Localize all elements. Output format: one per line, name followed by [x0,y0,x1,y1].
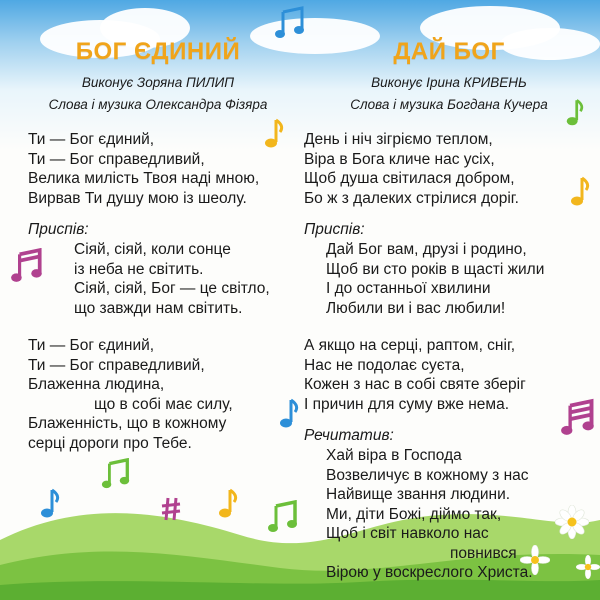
chorus-line: Сіяй, сіяй, коли сонце [74,241,231,258]
authors: Слова і музика Богдана Кучера [350,97,548,112]
song-right [304,38,594,583]
sharp-sign-icon [160,496,182,522]
recitative-label: Речитатив: [304,427,394,444]
verse-line: День і ніч зігріємо теплом, [304,131,493,148]
song-title: БОГ ЄДИНИЙ [75,38,241,65]
chorus-label: Приспів: [28,221,89,238]
music-note-icon [38,488,60,520]
verse-line: А якщо на серці, раптом, сніг, [304,337,516,354]
verse-line: Ти — Бог справедливий, [28,356,205,374]
recitative-line: Хай віра в Господа [326,447,462,464]
chorus-line: Дай Бог вам, друзі і родино, [326,241,527,258]
verse-line: Віра в Бога кличе нас усіх, [304,150,495,168]
recitative-line: Возвеличує в кожному з нас [326,466,529,484]
chorus-line: Сіяй, сіяй, Бог — це світло, [74,280,270,297]
verse-line: Ти — Бог єдиний, [28,337,155,354]
verse-line: Ти — Бог справедливий, [28,150,205,168]
verse-line: серці дороги про Тебе. [28,434,192,452]
verse-line: Блаженність, що в кожному [28,415,227,432]
chorus-line: І до останньої хвилини [326,280,491,297]
recitative-line: повнився [450,544,517,562]
recitative-line: Щоб і світ навколо нас [326,525,489,542]
verse-line: Ти — Бог єдиний, [28,131,155,148]
double-music-note-icon [274,6,306,40]
authors: Слова і музика Олександра Фізяра [48,97,268,112]
recitative-line: Найвище звання людини. [326,486,511,503]
verse-line: Вирвав Ти душу мою із шеолу. [28,189,247,207]
chorus-line: із неба не світить. [74,260,204,278]
verse-line: І причин для суму вже нема. [304,395,510,413]
verse-line: Щоб душа світилася добром, [304,170,515,187]
verse-line: Велика милість Твоя наді мною, [28,170,260,187]
music-note-icon [216,488,238,520]
verse-line: Нас не подолає суєта, [304,356,465,374]
song-left [28,38,288,453]
chorus-label: Приспів: [304,221,365,238]
chorus-line: що завжди нам світить. [74,299,243,317]
chorus-line: Любили ви і вас любили! [326,299,506,317]
performer: Виконує Зоряна ПИЛИП [81,75,235,90]
recitative-line: Вірою у воскреслого Христа. [326,564,533,581]
double-music-note-icon [100,458,132,490]
chorus-line: Щоб ви сто років в щасті жили [326,260,545,278]
song-title: ДАЙ БОГ [393,38,505,65]
verse-line: що в собі має силу, [94,395,233,413]
verse-line: Бо ж з далеких стрілися доріг. [304,189,519,207]
double-music-note-icon [266,500,300,534]
verse-line: Кожен з нас в собі святе зберіг [304,376,526,393]
performer: Виконує Ірина КРИВЕНЬ [371,75,527,90]
recitative-line: Ми, діти Божі, діймо так, [326,505,502,523]
verse-line: Блаженна людина, [28,376,165,393]
